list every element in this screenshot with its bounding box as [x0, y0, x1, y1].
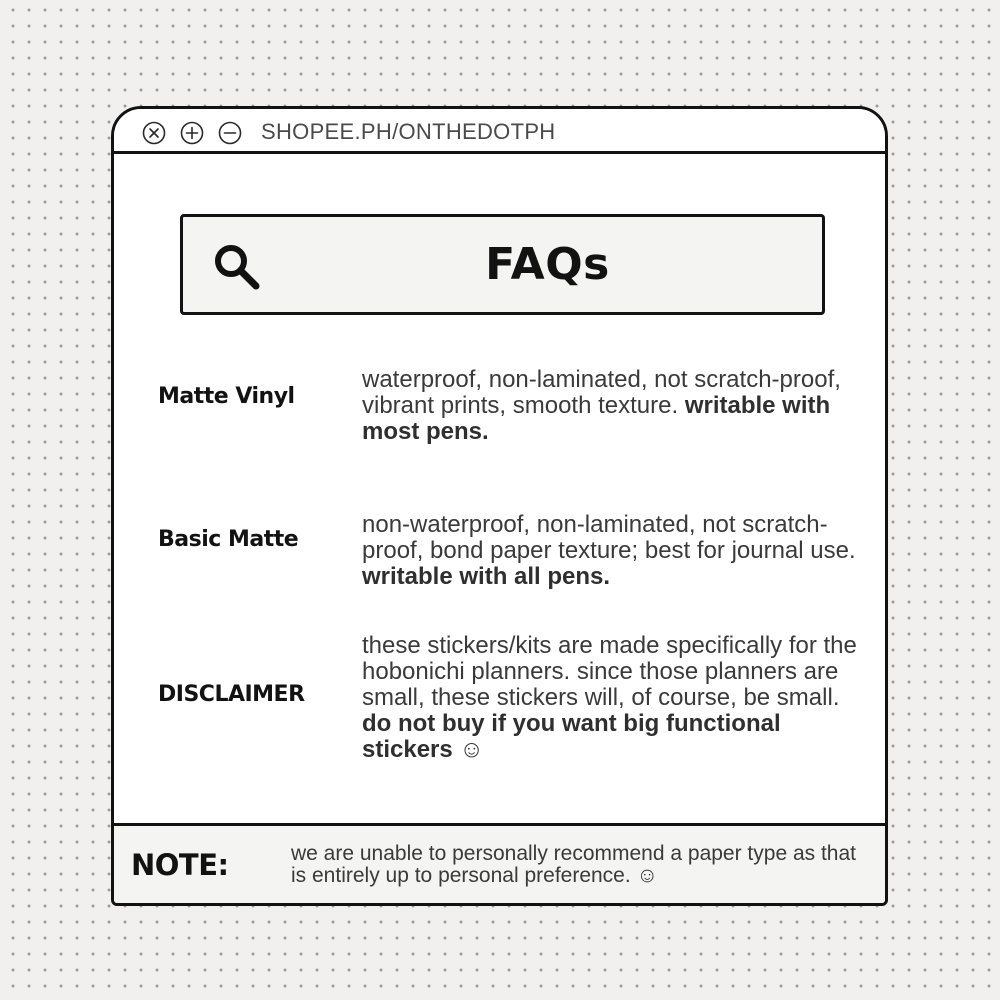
faq-description-text: non-waterproof, non-laminated, not scratch-proof, bond paper texture; best for journal use.: [362, 511, 856, 564]
faq-description: [362, 512, 862, 590]
faq-term: DISCLAIMER: [158, 682, 305, 707]
note-label: NOTE:: [131, 848, 229, 882]
faq-description: [362, 633, 862, 763]
note-text: we are unable to personally recommend a paper type as that is entirely up to personal preference. ☺: [291, 842, 857, 887]
address-bar-url[interactable]: SHOPEE.PH/ONTHEDOTPH: [261, 119, 556, 144]
search-bar[interactable]: [180, 214, 825, 315]
faq-term: Basic Matte: [158, 527, 299, 552]
faq-description-text: waterproof, non-laminated, not scratch-proof, vibrant prints, smooth texture.: [362, 366, 841, 419]
title-bar: [114, 109, 885, 154]
faq-description: [362, 367, 862, 445]
minimize-icon[interactable]: [218, 121, 242, 145]
faq-term: Matte Vinyl: [158, 384, 295, 409]
note-panel: [114, 823, 885, 906]
faq-emphasis: writable with most pens.: [362, 392, 831, 445]
smiley-icon: ☺: [459, 736, 484, 763]
expand-icon[interactable]: [180, 121, 204, 145]
faq-emphasis: writable with all pens.: [362, 563, 611, 590]
faq-emphasis: do not buy if you want big functional stickers: [362, 710, 781, 763]
page-title: FAQs: [485, 239, 610, 290]
faq-description-text: these stickers/kits are made specifically for the hobonichi planners. since those planners are small, these stickers will, of course, be small.: [362, 632, 857, 711]
browser-window: [111, 106, 888, 906]
close-icon[interactable]: [142, 121, 166, 145]
